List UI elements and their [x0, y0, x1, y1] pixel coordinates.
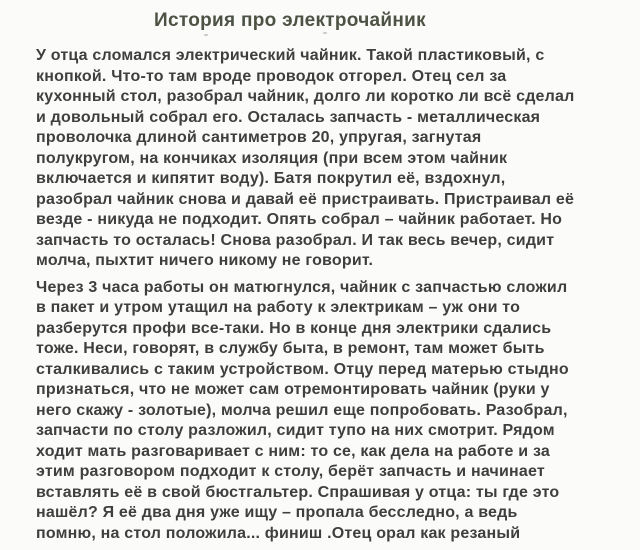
- paragraph: [36, 278, 620, 545]
- text-line: тоже. Неси, говорят, в службу быта, в ремонт, там может быть: [36, 340, 545, 357]
- text-line: Через 3 часа работы он матюгнулся, чайник с запчастью сложил: [36, 278, 568, 296]
- text-line: разберутся профи все-таки. Но в конце дня электрики сдались: [36, 319, 552, 337]
- text-line: помню, на стол положила... финиш .Отец орал как резаный: [36, 524, 521, 542]
- text-line: молча, пыхтит ничего никому не говорит.: [36, 252, 374, 269]
- artifact-dot: [323, 32, 327, 34]
- text-line: проволочка длиной сантиметров 20, упругая, загнутая: [36, 129, 482, 146]
- text-line: разобрал чайник снова и давай её пристраивать. Пристраивал её: [36, 190, 575, 208]
- page-title: История про электрочайник: [154, 10, 426, 31]
- text-line: нашёл? Я её два дня уже ищу – пропала бесследно, а ведь: [36, 504, 518, 521]
- text-line: кухонный стол, разобрал чайник, долго ли коротко ли всё сделал: [36, 88, 575, 105]
- text-line: вставлять её в свой бюстгальтер. Спрашивая у отца: ты где это: [36, 483, 560, 501]
- paragraph: [36, 46, 620, 272]
- text-line: него скажу - золотые), молча решил еще попробовать. Разобрал,: [36, 401, 568, 419]
- text-line: запчасти по столу разложил, сидит тупо на них смотрит. Рядом: [36, 422, 555, 439]
- text-line: включается и кипятит воду). Батя покрутил её, вздохнул,: [36, 170, 506, 187]
- text-line: запчасть то осталась! Снова разобрал. И так весь вечер, сидит: [36, 231, 555, 249]
- text-line: в пакет и утром утащил на работу к электрикам – уж они то: [36, 299, 521, 316]
- text-line: полукругом, на кончиках изоляция (при всем этом чайник: [36, 149, 508, 167]
- text-line: везде - никуда не подходит. Опять собрал – чайник работает. Но: [36, 211, 563, 228]
- story-body: [36, 46, 620, 550]
- text-line: сталкивались с таким устройством. Отцу перед матерью стыдно: [36, 360, 569, 378]
- text-line: кнопкой. Что-то там вроде проводок отгорел. Отец сел за: [36, 67, 507, 85]
- text-line: этим разговором подходит к столу, берёт запчасть и начинает: [36, 463, 545, 480]
- text-line: признаться, что не может сам отремонтировать чайник (руки у: [36, 381, 550, 398]
- text-line: ходит мать разговаривает с ним: то се, как дела на работе и за: [36, 442, 550, 460]
- artifact-dot: [204, 34, 208, 36]
- text-line: У отца сломался электрический чайник. Такой пластиковый, с: [36, 47, 545, 64]
- text-line: и довольный собрал его. Осталась запчасть - металлическая: [36, 108, 541, 126]
